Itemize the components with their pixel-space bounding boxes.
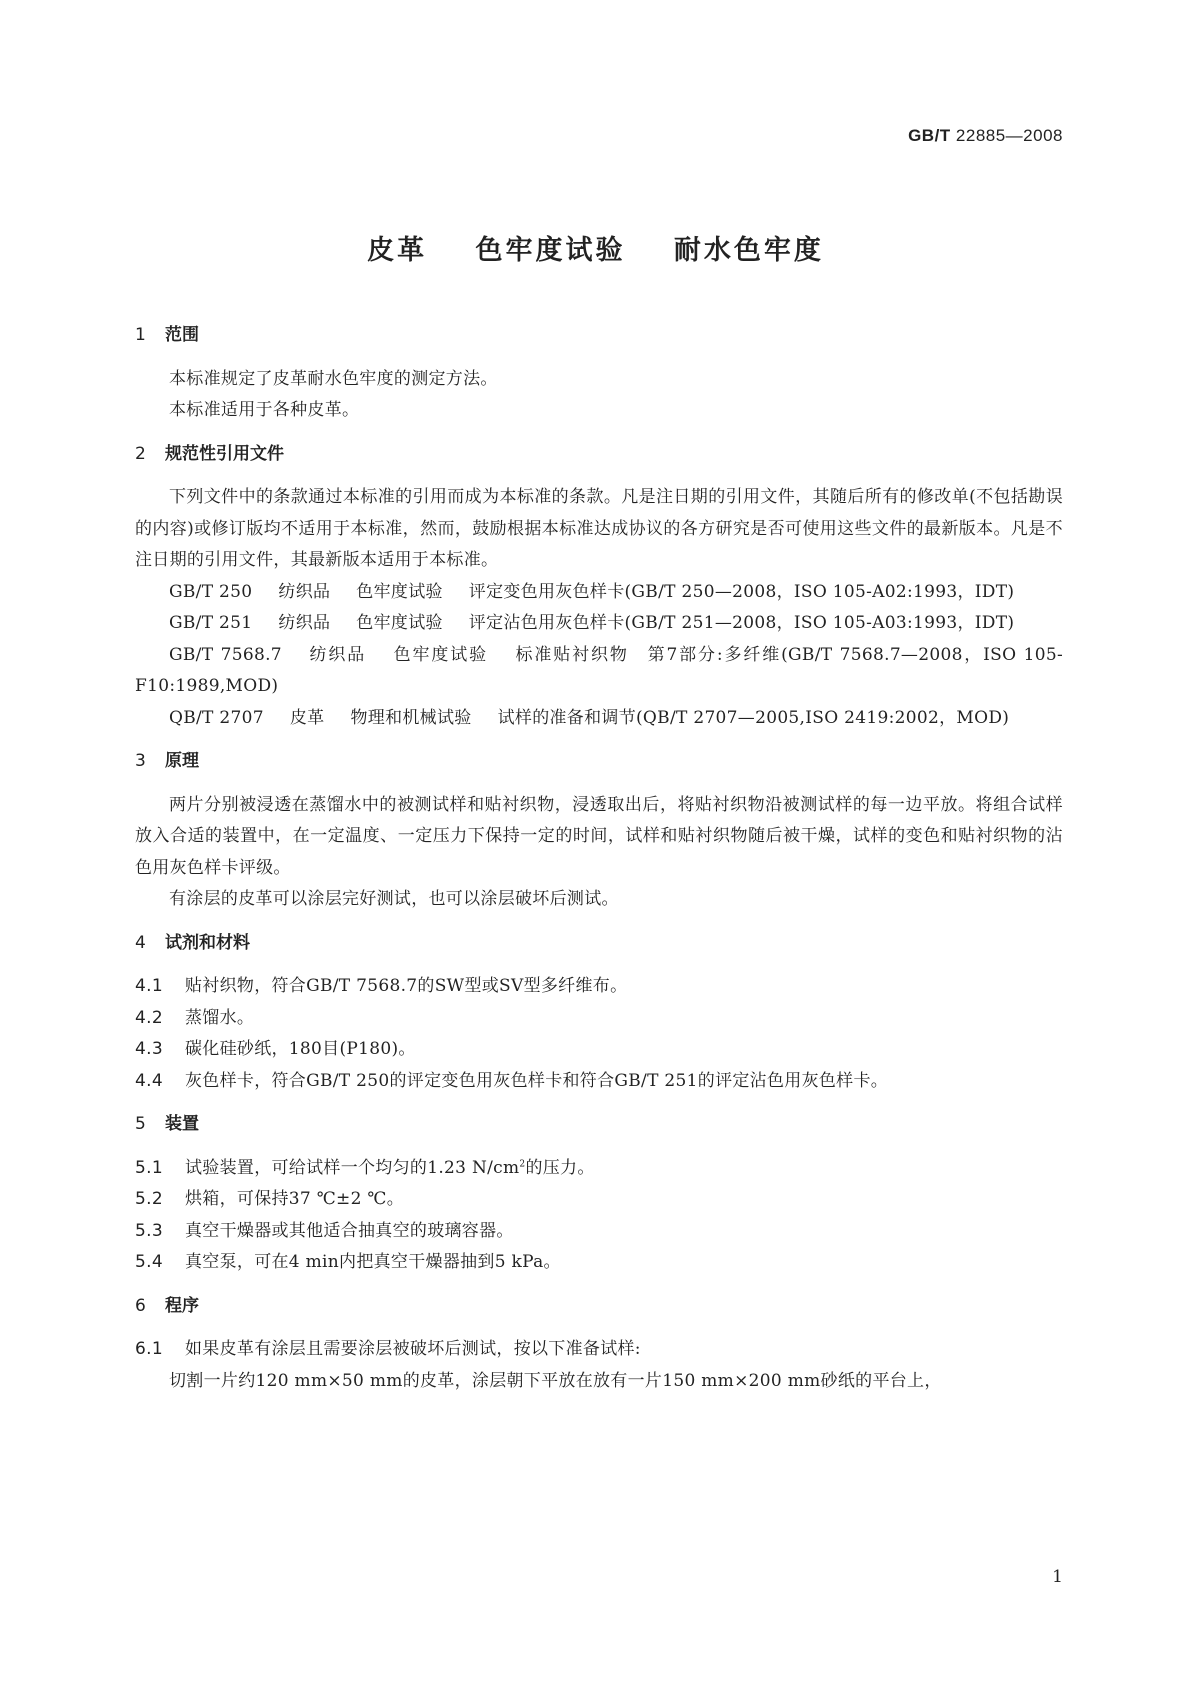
reference-title: 试样的准备和调节(QB/T 2707—2005,ISO 2419:2002，MOD) <box>497 707 1010 728</box>
reference-entry <box>135 608 1063 640</box>
clause-text: 如果皮革有涂层且需要涂层被破坏后测试，按以下准备试样: <box>185 1339 641 1359</box>
clause-text: 碳化硅砂纸，180目(P180)。 <box>185 1039 416 1059</box>
clause-text: 烘箱，可保持37 ℃±2 ℃。 <box>185 1189 405 1209</box>
paragraph: 本标准适用于各种皮革。 <box>169 400 360 420</box>
clause-number: 6.1 <box>135 1339 163 1359</box>
standard-code <box>908 126 1063 146</box>
clause-item <box>135 1066 1063 1098</box>
paragraph: 两片分别被浸透在蒸馏水中的被测试样和贴衬织物，浸透取出后，将贴衬织物沿被测试样的每一边平放。将组合试样放入合适的装置中，在一定温度、一定压力下保持一定的时间，试样和贴衬织物随后被干燥，试样的变色和贴衬织物的沾色用灰色样卡评级。 <box>135 794 1063 878</box>
reference-code: GB/T 251 <box>169 613 253 633</box>
clause-text: 的压力。 <box>525 1157 595 1178</box>
section-heading <box>135 928 1063 960</box>
paragraph: 本标准规定了皮革耐水色牢度的测定方法。 <box>169 368 498 389</box>
clause-number: 5.2 <box>135 1189 163 1209</box>
section-title: 试剂和材料 <box>165 932 250 953</box>
reference-entry <box>135 577 1063 609</box>
section-heading <box>135 746 1063 778</box>
reference-entry <box>135 703 1063 735</box>
document-title <box>0 228 1191 267</box>
reference-part: 色牢度试验 <box>392 644 488 665</box>
clause-item <box>135 1153 1063 1185</box>
clause-text: 贴衬织物，符合GB/T 7568.7的SW型或SV型多纤维布。 <box>185 976 628 996</box>
reference-title: 评定变色用灰色样卡(GB/T 250—2008，ISO 105-A02:1993，IDT) <box>468 581 1015 602</box>
section-number: 1 <box>135 325 146 345</box>
section-title: 原理 <box>165 751 199 771</box>
section-number: 3 <box>135 751 146 771</box>
clause-item <box>135 1034 1063 1066</box>
clause-text: 试验装置，可给试样一个均匀的1.23 N/cm <box>185 1157 520 1178</box>
section-number: 2 <box>135 443 146 464</box>
clause-text: 真空干燥器或其他适合抽真空的玻璃容器。 <box>185 1220 514 1241</box>
clause-number: 4.4 <box>135 1070 163 1091</box>
section-heading <box>135 320 1063 352</box>
superscript: 2 <box>519 1158 526 1169</box>
clause-text: 灰色样卡，符合GB/T 250的评定变色用灰色样卡和符合GB/T 251的评定沾色用灰色样卡。 <box>185 1070 889 1091</box>
section-heading <box>135 439 1063 471</box>
clause-text: 真空泵，可在4 min内把真空干燥器抽到5 kPa。 <box>185 1252 561 1272</box>
paragraph: 有涂层的皮革可以涂层完好测试，也可以涂层破坏后测试。 <box>169 889 619 909</box>
clause-item <box>135 971 1063 1003</box>
document-body <box>135 320 1063 1397</box>
paragraph: 下列文件中的条款通过本标准的引用而成为本标准的条款。凡是注日期的引用文件，其随后所有的修改单(不包括勘误的内容)或修订版均不适用于本标准，然而，鼓励根据本标准达成协议的各方研究是否可使用这些文件的最新版本。凡是不注日期的引用文件，其最新版本适用于本标准。 <box>135 487 1063 570</box>
section-number: 6 <box>135 1295 146 1316</box>
clause-number: 5.3 <box>135 1220 163 1241</box>
reference-code: GB/T 7568.7 <box>169 644 282 665</box>
clause-number: 4.3 <box>135 1039 163 1059</box>
title-part-3: 耐水色牢度 <box>673 235 824 266</box>
reference-part: 皮革 <box>289 707 325 728</box>
reference-entry <box>135 640 1063 703</box>
reference-part: 纺织品 <box>278 581 331 602</box>
section-heading <box>135 1109 1063 1141</box>
paragraph: 切割一片约120 mm×50 mm的皮革，涂层朝下平放在放有一片150 mm×200 mm砂纸的平台上， <box>169 1370 942 1391</box>
clause-number: 4.1 <box>135 976 163 996</box>
section-number: 5 <box>135 1114 146 1134</box>
reference-part: 色牢度试验 <box>356 613 443 633</box>
section-title: 装置 <box>165 1114 199 1134</box>
standard-number: 22885—2008 <box>955 126 1063 145</box>
section-title: 范围 <box>165 325 199 345</box>
reference-part: 物理和机械试验 <box>350 707 472 728</box>
reference-part: 纺织品 <box>278 613 331 633</box>
clause-number: 5.4 <box>135 1252 163 1272</box>
reference-title: 评定沾色用灰色样卡(GB/T 251—2008，ISO 105-A03:1993，IDT) <box>468 613 1015 633</box>
section-number: 4 <box>135 932 146 953</box>
clause-item <box>135 1003 1063 1035</box>
clause-item <box>135 1216 1063 1248</box>
page-number: 1 <box>1052 1567 1063 1587</box>
clause-text: 蒸馏水。 <box>185 1007 255 1028</box>
title-part-1: 皮革 <box>367 235 428 266</box>
reference-title: 标准贴衬织物 第7部分:多纤维(GB/T 7568.7—2008，ISO 105-F10:1989,MOD) <box>135 644 1063 696</box>
title-part-2: 色牢度试验 <box>475 235 626 266</box>
section-title: 规范性引用文件 <box>165 443 284 464</box>
section-title: 程序 <box>165 1295 199 1316</box>
standard-prefix: GB/T <box>908 126 951 145</box>
clause-item <box>135 1184 1063 1216</box>
clause-number: 4.2 <box>135 1007 163 1028</box>
reference-code: GB/T 250 <box>169 581 253 602</box>
section-heading <box>135 1291 1063 1323</box>
clause-item <box>135 1334 1063 1366</box>
clause-item <box>135 1247 1063 1279</box>
reference-part: 色牢度试验 <box>356 581 443 602</box>
reference-part: 纺织品 <box>307 644 367 665</box>
reference-code: QB/T 2707 <box>169 707 264 728</box>
clause-number: 5.1 <box>135 1157 163 1178</box>
